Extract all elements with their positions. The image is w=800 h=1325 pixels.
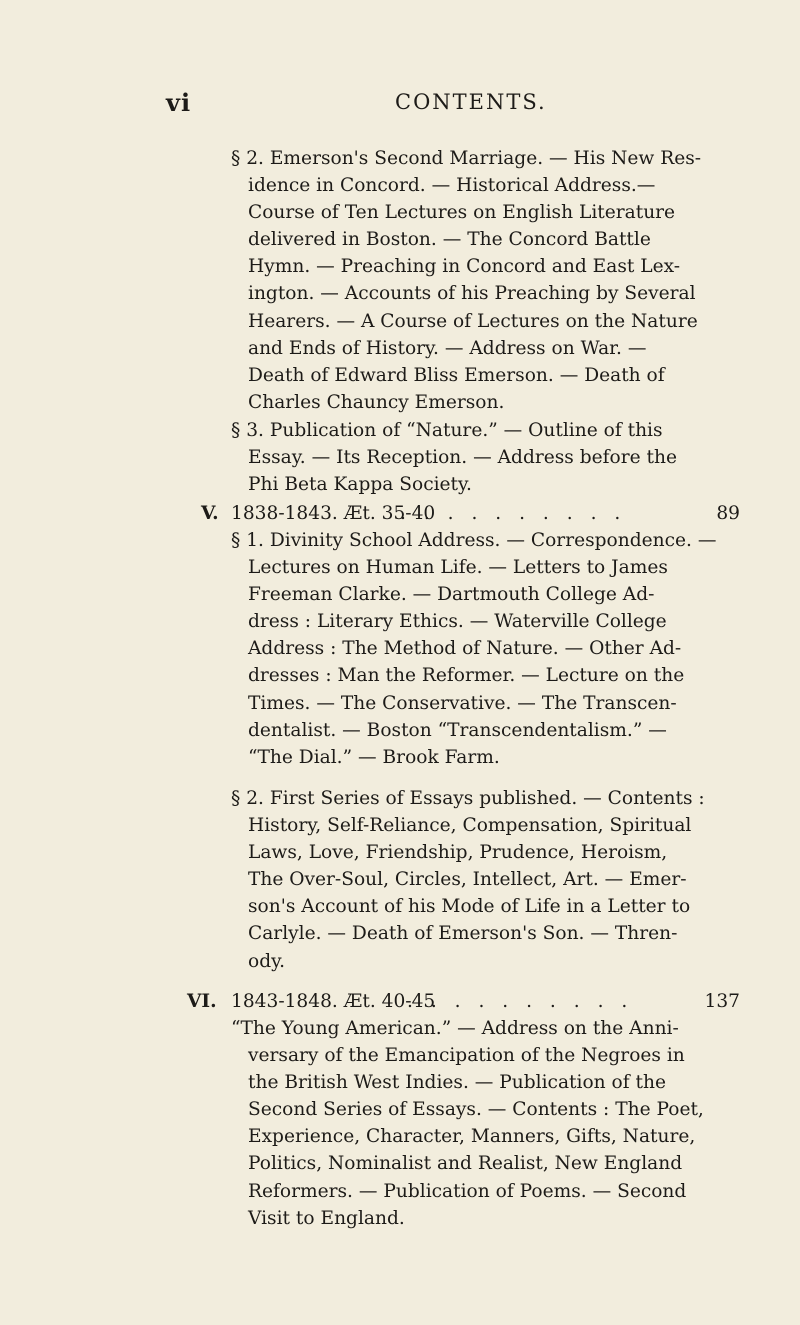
entry-line: Second Series of Essays. — Contents : The Poet, [248, 1099, 704, 1121]
dot-leaders: . . . . . . . . . . [400, 503, 627, 524]
entry-line: Reformers. — Publication of Poems. — Second [248, 1180, 687, 1202]
running-head: CONTENTS. [395, 90, 547, 114]
entry-line: Carlyle. — Death of Emerson's Son. — Thren- [248, 923, 678, 945]
entry-line: Address : The Method of Nature. — Other Ad- [248, 638, 682, 660]
entry-line: The Over-Soul, Circles, Intellect, Art. — Emer- [248, 869, 687, 891]
chapter-page-number: 89 [716, 503, 740, 524]
entry-line: Times. — The Conservative. — The Transcen- [248, 692, 677, 714]
entry-line: versary of the Emancipation of the Negroes in [248, 1045, 685, 1067]
entry-line: Death of Edward Bliss Emerson. — Death of [248, 364, 665, 386]
entry-line: dress : Literary Ethics. — Waterville College [248, 611, 667, 633]
entry-line: Charles Chauncy Emerson. [248, 391, 505, 413]
entry-line: § 2. Emerson's Second Marriage. — His New Res- [231, 148, 702, 169]
entry-line: son's Account of his Mode of Life in a Letter to [248, 896, 691, 918]
entry-line: Course of Ten Lectures on English Literature [248, 202, 676, 224]
entry-line: § 3. Publication of “Nature.” — Outline of this [231, 420, 663, 441]
entry-line: the British West Indies. — Publication of the [248, 1072, 666, 1094]
entry-line: Politics, Nominalist and Realist, New England [248, 1153, 683, 1175]
chapter-title: 1838-1843. Æt. 35-40 [231, 503, 436, 524]
chapter-v-section-1 [0, 527, 800, 771]
entry-line: idence in Concord. — Historical Address.— [248, 175, 656, 197]
entry-line: Hearers. — A Course of Lectures on the Nature [248, 310, 698, 332]
entry-line: “The Young American.” — Address on the Anni- [231, 1018, 679, 1039]
dot-leaders: . . . . . . . . . . [407, 991, 634, 1012]
entry-line: Essay. — Its Reception. — Address before the [248, 447, 677, 469]
chapter-v-heading [0, 500, 800, 527]
page-number: vi [166, 88, 192, 117]
chapter-page-number: 137 [704, 991, 740, 1012]
chapter-title: 1843-1848. Æt. 40-45 [231, 991, 436, 1012]
entry-line: Visit to England. [248, 1207, 405, 1229]
entry-line: ington. — Accounts of his Preaching by Several [248, 283, 696, 305]
entry-line: History, Self-Reliance, Compensation, Spiritual [248, 815, 692, 837]
chapter-numeral: VI. [187, 991, 217, 1012]
entry-line: and Ends of History. — Address on War. — [248, 337, 647, 359]
entry-line: Laws, Love, Friendship, Prudence, Heroism, [248, 842, 668, 864]
entry-line: ody. [248, 950, 286, 972]
entry-line: delivered in Boston. — The Concord Battle [248, 229, 651, 251]
entry-line: Experience, Character, Manners, Gifts, Nature, [248, 1126, 696, 1148]
chapter-vi-entry [0, 1015, 800, 1232]
entry-line: Lectures on Human Life. — Letters to James [248, 557, 668, 579]
entry-line: Freeman Clarke. — Dartmouth College Ad- [248, 584, 655, 606]
entry-line: Phi Beta Kappa Society. [248, 474, 472, 496]
entry-line: dentalist. — Boston “Transcendentalism.” — [248, 719, 667, 741]
entry-line: dresses : Man the Reformer. — Lecture on the [248, 665, 685, 687]
chapter-vi-heading [0, 988, 800, 1015]
chapter-numeral: V. [201, 503, 219, 524]
section-2-entry [0, 145, 800, 416]
entry-line: Hymn. — Preaching in Concord and East Lex- [248, 256, 681, 278]
entry-line: § 2. First Series of Essays published. — Contents : [231, 788, 705, 809]
entry-line: “The Dial.” — Brook Farm. [248, 746, 500, 768]
entry-line: § 1. Divinity School Address. — Correspondence. — [231, 530, 717, 551]
section-3-entry [0, 417, 800, 498]
chapter-v-section-2 [0, 785, 800, 975]
